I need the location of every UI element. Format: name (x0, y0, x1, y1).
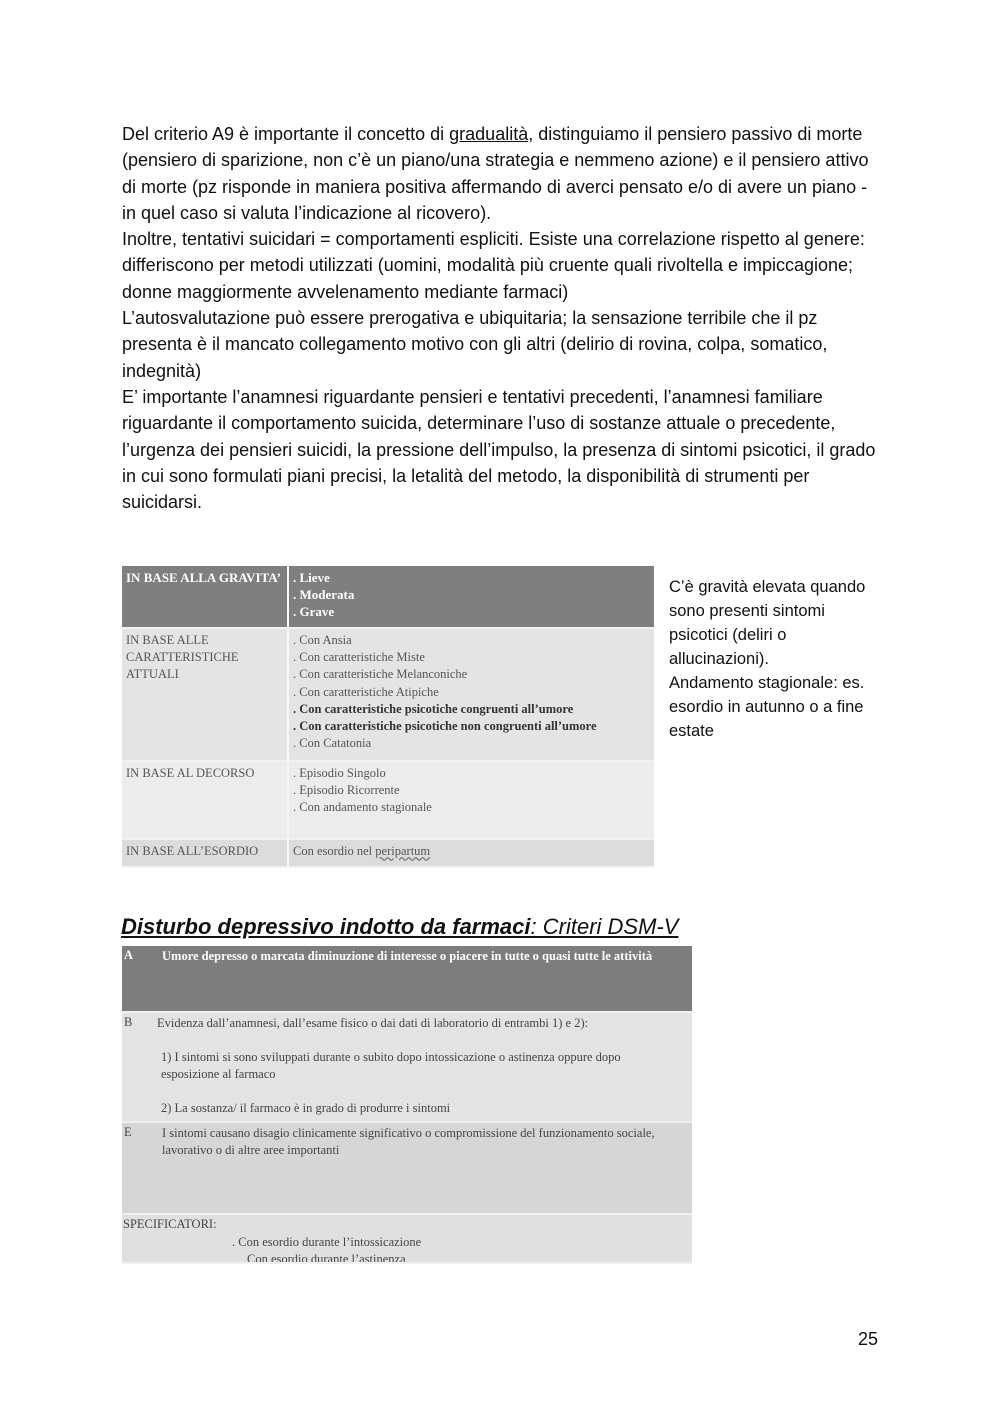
criterion-text: Evidenza dall’anamnesi, dall’esame fisico o dai dati di laboratorio di entrambi 1) e 2): (157, 1016, 589, 1030)
row-label: IN BASE ALL’ESORDIO (126, 844, 259, 858)
side-note (669, 575, 884, 743)
table-row (122, 566, 654, 629)
list-item: . Con caratteristiche Atipiche (293, 684, 439, 699)
criterion-subitem: 2) La sostanza/ il farmaco è in grado di produrre i sintomi (161, 1101, 451, 1115)
criterion-letter: B (124, 1015, 133, 1029)
list-item: . Con caratteristiche psicotiche non congruenti all’umore (293, 719, 597, 734)
criterion-text: I sintomi causano disagio clinicamente significativo o compromissione del funzionamento sociale, lavorativo o di altre aree importanti (162, 1126, 655, 1157)
row-label: IN BASE ALLE CARATTERISTICHE ATTUALI (126, 633, 239, 681)
list-item: . Moderata (293, 587, 355, 603)
side-note-line: Andamento stagionale: es. esordio in autunno o a fine estate (669, 674, 865, 740)
page-number: 25 (858, 1329, 879, 1349)
list-item: . Con Ansia (293, 633, 352, 647)
list-item: . Con caratteristiche psicotiche congruenti all’umore (293, 701, 574, 716)
criterion-subitem: 1) I sintomi si sono sviluppati durante o subito dopo intossicazione o astinenza oppure dopo esposizione al farmaco (161, 1050, 621, 1081)
specifier-item: . Con esordio durante l’intossicazione (232, 1235, 422, 1249)
criterion-text: Umore depresso o marcata diminuzione di interesse o piacere in tutte o quasi tutte le attività (162, 949, 653, 963)
row-label: IN BASE ALLA GRAVITA’ (126, 570, 281, 585)
paragraph-line-1: Del criterio A9 è importante il concetto di gradualità, distinguiamo il pensiero passivo di morte (pensiero di sparizione, non c’è un piano/una strategia e nemmeno azione) e il pensiero attivo di morte (pz risponde in maniera positiva affermando di averci pensato e/o di avere un piano - in quel caso si valuta l’indicazione al ricovero). (122, 124, 869, 223)
criterion-letter: A (124, 948, 134, 962)
row-item: Con esordio nel peripartum (293, 844, 431, 858)
criteria-table (122, 946, 692, 1264)
list-item: . Grave (293, 604, 335, 620)
row-items (293, 569, 650, 621)
body-paragraph (122, 121, 882, 515)
table-row (122, 762, 654, 840)
table-row (122, 629, 654, 762)
row-items (293, 765, 650, 817)
side-note-line: C’è gravità elevata quando sono presenti sintomi psicotici (deliri o allucinazioni). (669, 578, 866, 668)
criterion-letter: E (124, 1125, 132, 1139)
spellcheck-underlined-word: peripartum (375, 844, 431, 858)
list-item: . Lieve (293, 570, 330, 585)
list-item: . Con andamento stagionale (293, 800, 432, 815)
list-item: . Con caratteristiche Miste (293, 650, 425, 665)
specifier-item: Con esordio durante l’astinenza (247, 1252, 406, 1264)
list-item: . Episodio Singolo (293, 766, 386, 780)
table-row (122, 946, 692, 1013)
list-item: . Con Catatonia (293, 736, 372, 751)
table-row (122, 1215, 692, 1264)
row-label: IN BASE AL DECORSO (126, 766, 255, 780)
row-items (293, 632, 650, 752)
paragraph-line-3: L’autosvalutazione può essere prerogativa e ubiquitaria; la sensazione terribile che il pz presenta è il mancato collegamento motivo con gli altri (delirio di rovina, colpa, somatico, indegnità) (122, 308, 828, 381)
specifiers-label: SPECIFICATORI: (123, 1217, 217, 1231)
section-heading: Disturbo depressivo indotto da farmaci: Criteri DSM-V (121, 914, 679, 939)
paragraph-line-2: Inoltre, tentativi suicidari = comportamenti espliciti. Esiste una correlazione rispetto al genere: differiscono per metodi utilizzati (uomini, modalità più cruente quali rivoltella e impiccagione; donne maggiormente avvelenamento mediante farmaci) (122, 229, 865, 302)
table-row (122, 1013, 692, 1123)
table-row (122, 840, 654, 868)
paragraph-line-4: E’ importante l’anamnesi riguardante pensieri e tentativi precedenti, l’anamnesi familiare riguardante il comportamento suicida, determinare l’uso di sostanze attuale o precedente, l’urgenza dei pensieri suicidi, la pressione dell’impulso, la presenza di sintomi psicotici, il grado in cui sono formulati piani precisi, la letalità del metodo, la disponibilità di strumenti per suicidarsi. (122, 386, 876, 513)
list-item: . Episodio Ricorrente (293, 783, 400, 798)
specifier-table (122, 566, 654, 868)
list-item: . Con caratteristiche Melanconiche (293, 667, 468, 682)
table-row (122, 1123, 692, 1215)
underlined-term: gradualità, (449, 124, 534, 144)
